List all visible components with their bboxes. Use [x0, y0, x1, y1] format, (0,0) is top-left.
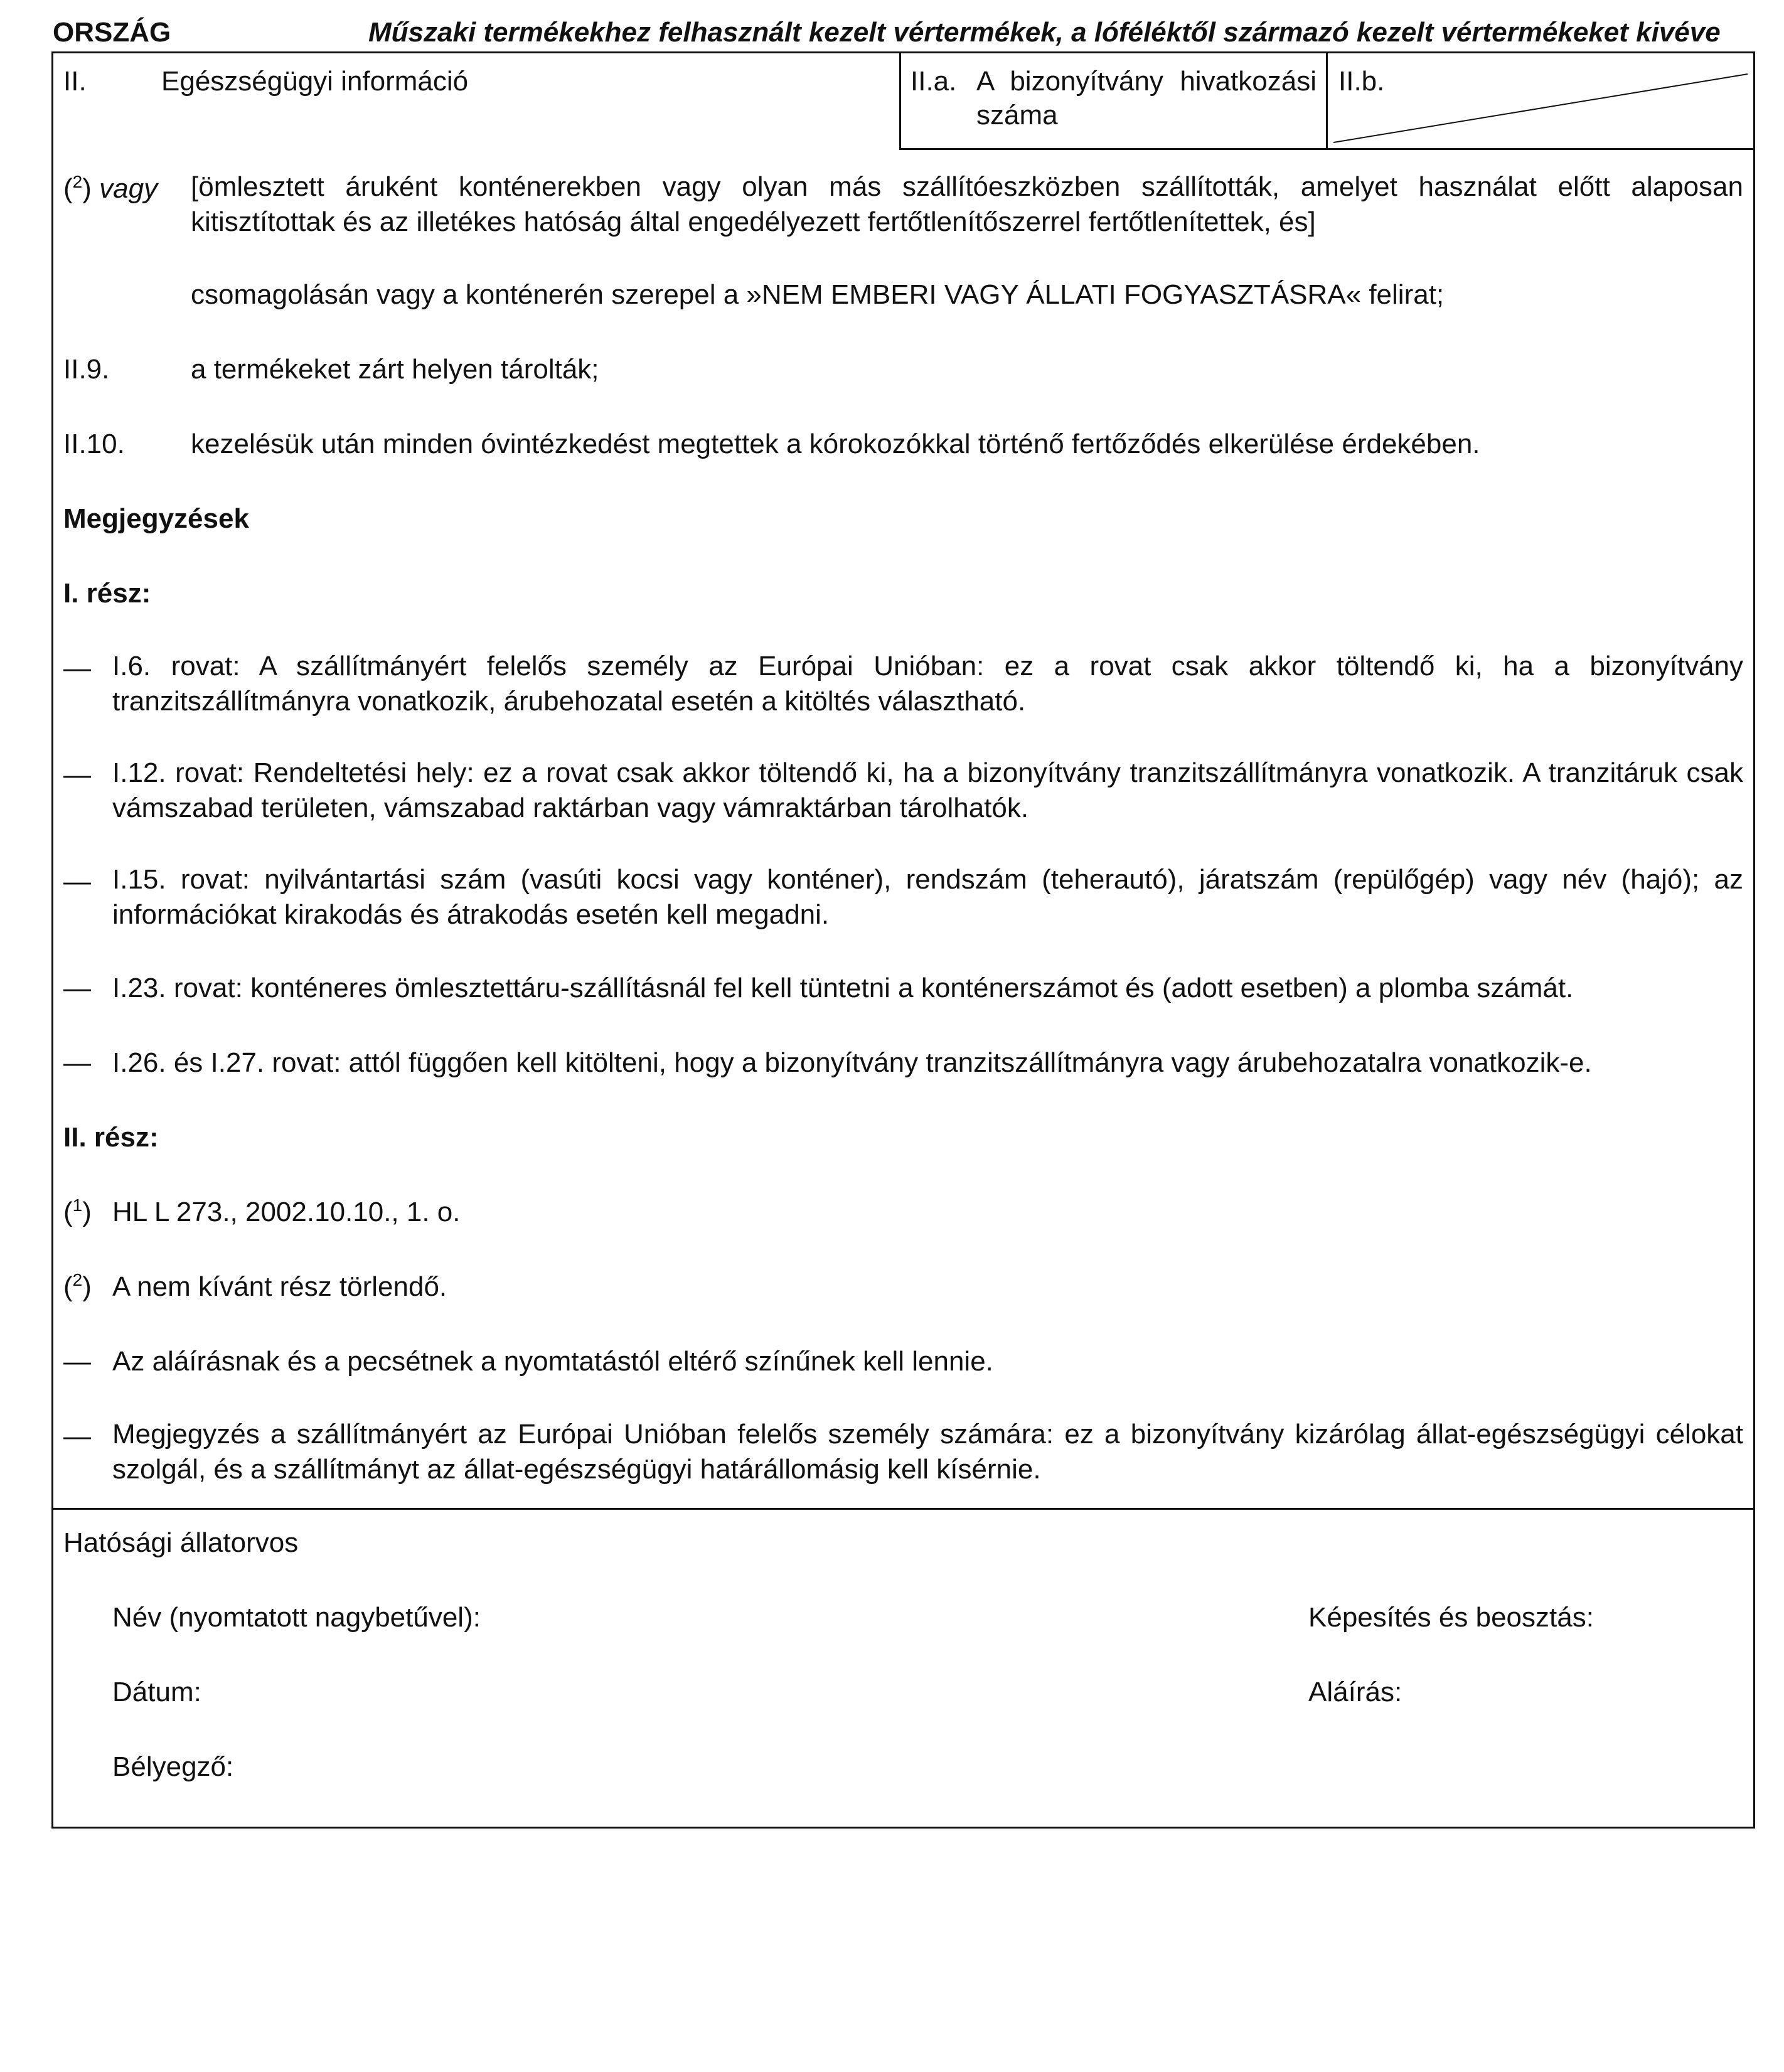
section-number: II.: [63, 66, 87, 97]
qualification-field-label: Képesítés és beosztás:: [1308, 1602, 1594, 1633]
note-dash: —: [63, 1346, 91, 1377]
stamp-field-label: Bélyegző:: [112, 1751, 234, 1782]
packaging-text: csomagolásán vagy a konténerén szerepel a »NEM EMBERI VAGY ÁLLATI FOGYASZTÁSRA« felirat;: [191, 279, 1445, 310]
part2-note: Megjegyzés a szállítmányért az Európai Unióban felelős személy számára: ez a bizonyítvány kizárólag állat-egészségügyi célokat szolgál, és a szállítmányt az állat-egészségügyi határállomásig kell kísérnie.: [112, 1419, 1743, 1485]
part1-note: I.6. rovat: A szállítmányért felelős személy az Európai Unióban: ez a rovat csak akkor töltendő ki, ha a bizonyítvány tranzitszállítmányra vonatkozik, árubehozatal esetén a kitöltés választható.: [112, 651, 1743, 717]
iib-strike-line: [1327, 53, 1754, 149]
frame-right: [1753, 51, 1755, 1829]
vagy-marker: ($^2$) vagy: [63, 172, 158, 204]
date-field-label: Dátum:: [112, 1677, 201, 1707]
country-label: ORSZÁG: [53, 17, 171, 48]
footnote-1: ($^1$): [63, 1195, 92, 1227]
ii10-number: II.10.: [63, 429, 125, 459]
ii9-text: a termékeket zárt helyen tárolták;: [191, 354, 599, 385]
footnote-2-text: A nem kívánt rész törlendő.: [112, 1271, 447, 1302]
part2-note: Az aláírásnak és a pecsétnek a nyomtatástól eltérő színűnek kell lennie.: [112, 1346, 993, 1377]
footnote-1-number: 1: [72, 1195, 83, 1215]
frame-left: [51, 51, 53, 1829]
part1-heading: I. rész:: [63, 578, 151, 609]
frame-bottom: [51, 1827, 1755, 1829]
note-dash: —: [63, 1047, 91, 1078]
part1-note: I.23. rovat: konténeres ömlesztettáru-szállításnál fel kell tüntetni a konténerszámot és (adott esetben) a plomba számát.: [112, 973, 1574, 1003]
signature-block-divider: [51, 1508, 1755, 1510]
note-dash: —: [63, 1421, 91, 1451]
vagy-paragraph: [ömlesztett áruként konténerekben vagy olyan más szállítóeszközben szállították, amelyet használat előtt alaposan kitisztítottak és az illetékes hatóság által engedélyezett fertőtlenítőszerrel fertőtlenítettek, és]: [191, 171, 1743, 237]
ii10-text: kezelésük után minden óvintézkedést megtettek a kórokozókkal történő fertőződés elkerülése érdekében.: [191, 429, 1480, 459]
part1-note: I.26. és I.27. rovat: attól függően kell kitölteni, hogy a bizonyítvány tranzitszállítmányra vagy árubehozatalra vonatkozik-e.: [112, 1047, 1592, 1078]
part2-heading: II. rész:: [63, 1122, 159, 1153]
signature-field-label: Aláírás:: [1308, 1677, 1402, 1707]
ref-label-line2: száma: [976, 100, 1058, 131]
note-dash: —: [63, 759, 91, 790]
footnote-2-number: 2: [72, 1270, 83, 1290]
ref-cell-left-border: [899, 51, 901, 150]
footnote-ref: 2: [72, 172, 83, 191]
note-dash: —: [63, 973, 91, 1003]
footnote-1-text: HL L 273., 2002.10.10., 1. o.: [112, 1197, 461, 1227]
ref-number: II.a.: [911, 66, 957, 97]
ref-label-line1: A bizonyítvány hivatkozási: [976, 66, 1317, 97]
section-label: Egészségügyi információ: [161, 66, 469, 97]
part1-note: I.15. rovat: nyilvántartási szám (vasúti kocsi vagy konténer), rendszám (teherautó), járatszám (repülőgép) vagy név (hajó); az információkat kirakodás és átrakodás esetén kell megadni.: [112, 864, 1743, 930]
notes-heading: Megjegyzések: [63, 503, 249, 534]
certificate-title: Műszaki termékekhez felhasznált kezelt vértermékek, a lóféléktől származó kezelt vértermékeket kivéve: [368, 17, 1721, 48]
note-dash: —: [63, 653, 91, 683]
vagy-word: vagy: [99, 173, 158, 204]
official-vet-title: Hatósági állatorvos: [63, 1527, 299, 1558]
iib-label: II.b.: [1338, 66, 1385, 97]
footnote-2: ($^2$): [63, 1270, 92, 1302]
note-dash: —: [63, 866, 91, 897]
name-field-label: Név (nyomtatott nagybetűvel):: [112, 1602, 481, 1633]
part1-note: I.12. rovat: Rendeltetési hely: ez a rovat csak akkor töltendő ki, ha a bizonyítvány tranzitszállítmányra vonatkozik. A tranzitáruk csak vámszabad területen, vámszabad raktárban vagy vámraktárban tárolhatók.: [112, 757, 1743, 823]
ii9-number: II.9.: [63, 354, 110, 385]
